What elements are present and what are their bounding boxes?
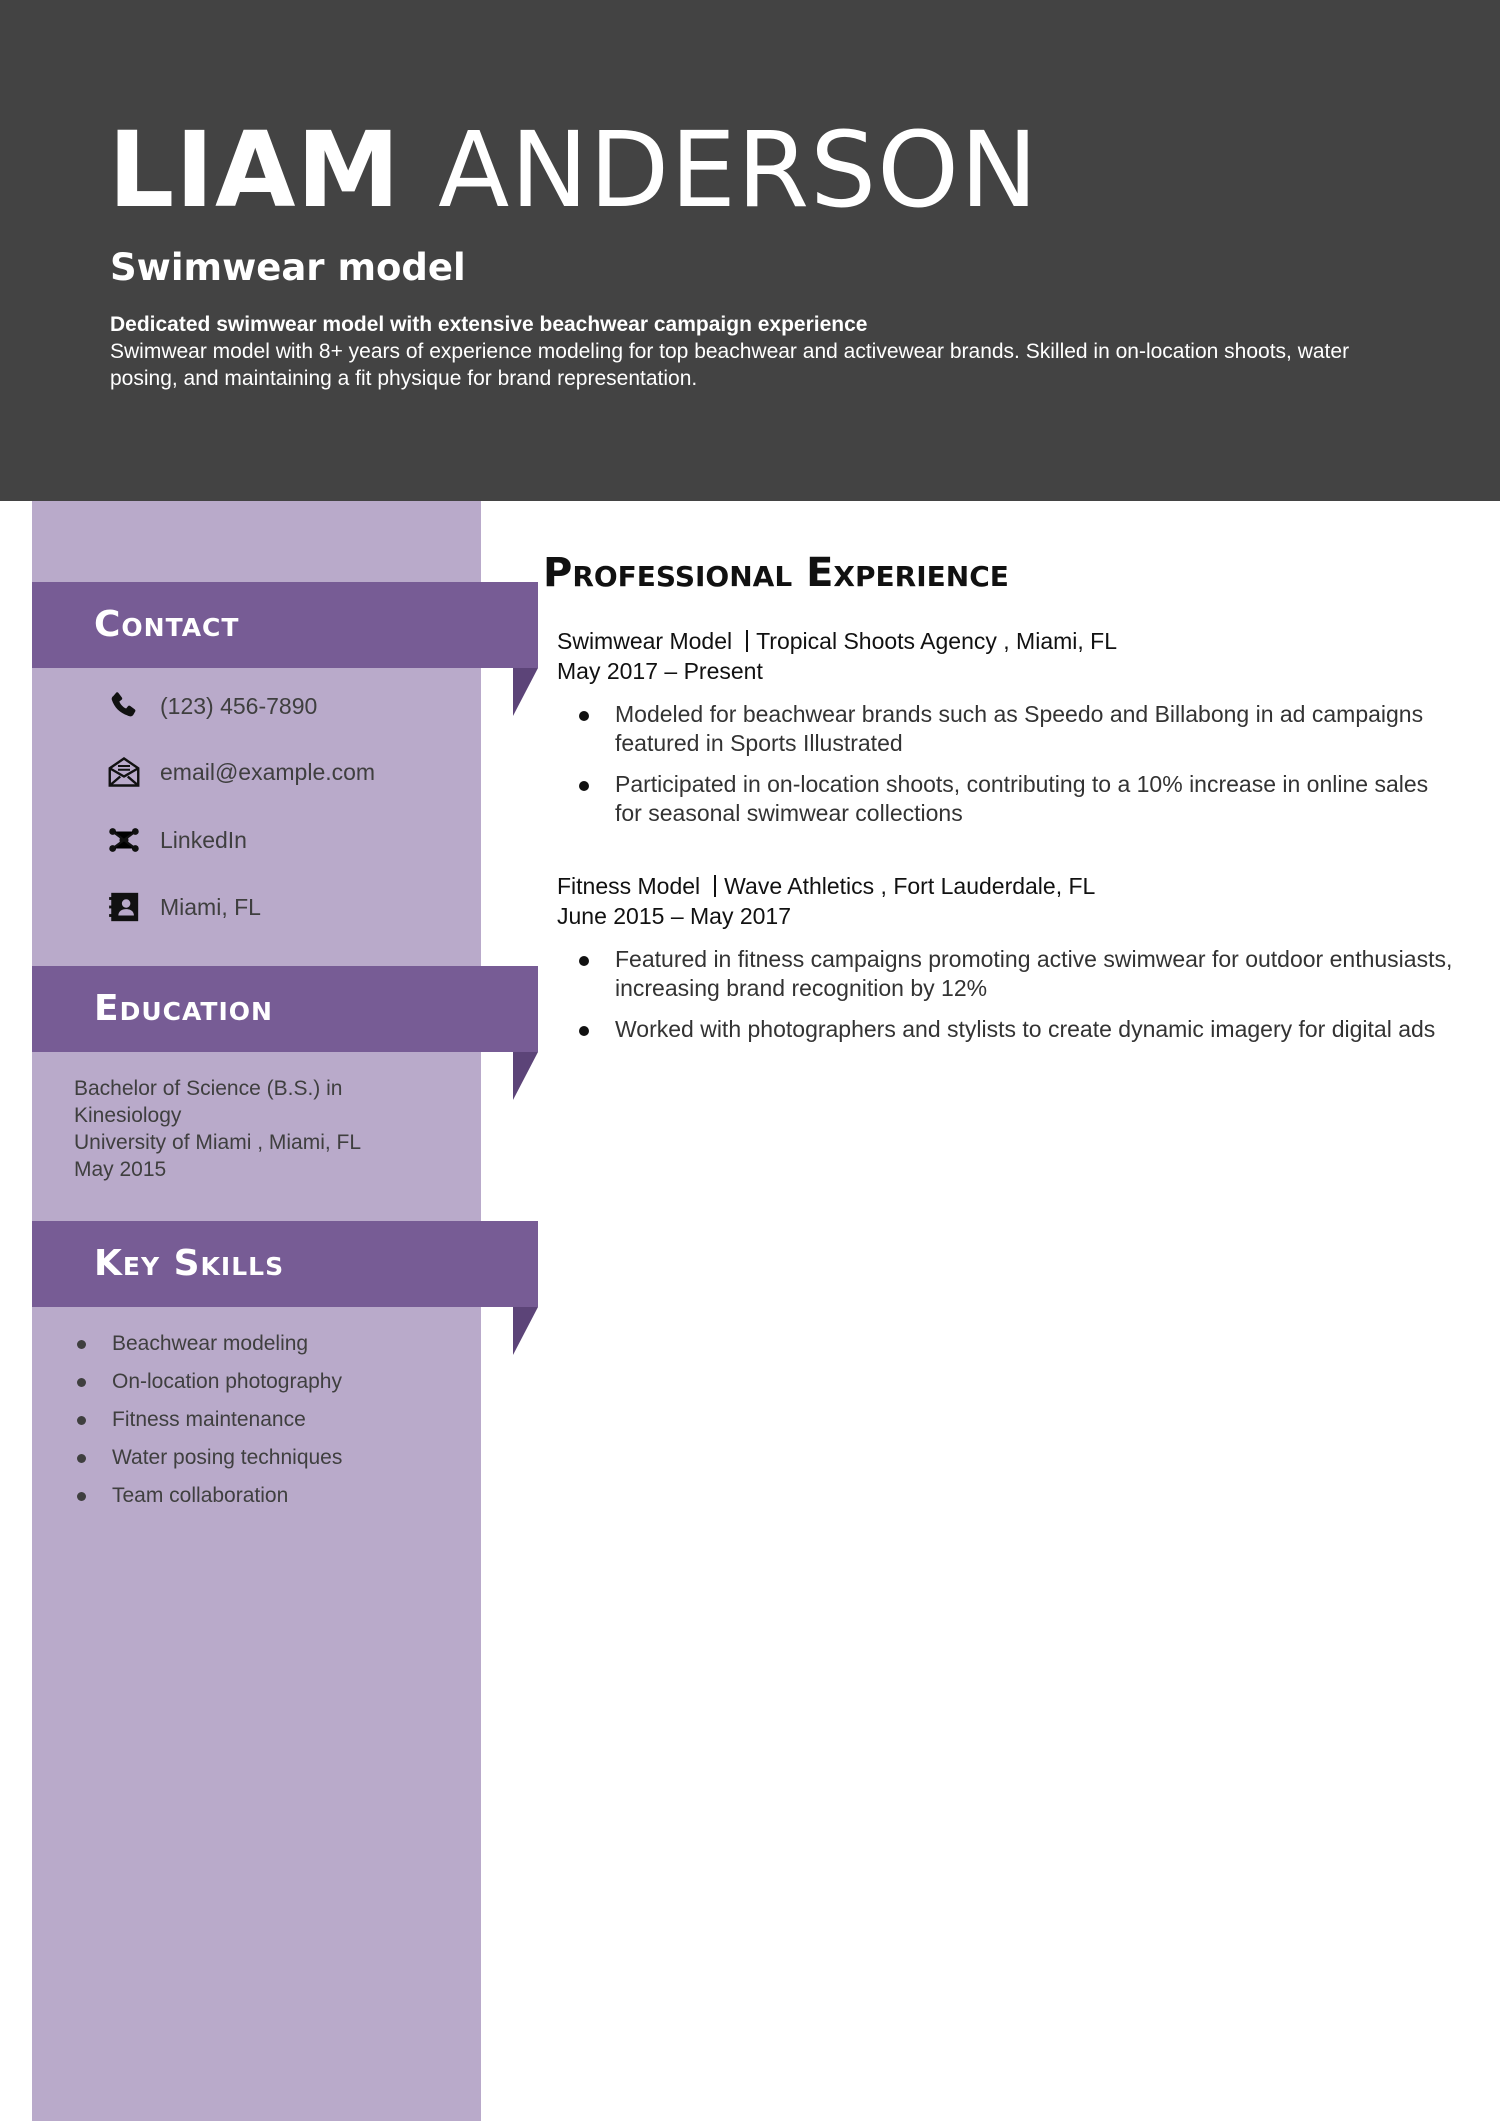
education-heading: Education <box>94 988 273 1029</box>
job-company: Wave Athletics , Fort Lauderdale, FL <box>724 873 1096 899</box>
contact-heading: Contact <box>94 604 240 645</box>
title-separator <box>746 630 748 652</box>
summary-headline: Dedicated swimwear model with extensive beachwear campaign experience <box>110 313 868 336</box>
education-entry <box>74 1075 434 1183</box>
job-entry <box>557 871 1457 1056</box>
job-dates: June 2015 – May 2017 <box>557 903 792 929</box>
bullet-dot <box>579 781 589 791</box>
bullet-dot <box>77 1492 86 1501</box>
linkedin-icon <box>106 822 142 858</box>
bullet-dot <box>77 1416 86 1425</box>
skills-heading: Key Skills <box>94 1243 285 1284</box>
job-bullet <box>557 945 1455 1003</box>
bullet-dot <box>77 1454 86 1463</box>
contact-band-fold <box>513 668 538 716</box>
job-title: Swimwear Model <box>557 628 733 654</box>
job-bullet-text: Participated in on-location shoots, contributing to a 10% increase in online sales for seasonal swimwear collections <box>615 771 1429 826</box>
summary-text: Swimwear model with 8+ years of experience modeling for top beachwear and activewear brands. Skilled in on-location shoots, water posing, and maintaining a fit physique for brand representation. <box>110 340 1350 390</box>
job-title-line <box>557 626 1457 656</box>
skill-item <box>74 1363 342 1401</box>
job-bullet-text: Worked with photographers and stylists to create dynamic imagery for digital ads <box>615 1016 1436 1042</box>
education-band-fold <box>513 1052 538 1100</box>
job-dates: May 2017 – Present <box>557 658 763 684</box>
skill-text: Beachwear modeling <box>112 1332 309 1355</box>
skill-item <box>74 1439 342 1477</box>
contact-email[interactable] <box>106 750 375 794</box>
bullet-dot <box>579 1026 589 1036</box>
phone-icon <box>106 688 142 724</box>
bullet-dot <box>579 711 589 721</box>
contact-phone[interactable] <box>106 684 317 728</box>
skill-item <box>74 1477 342 1515</box>
experience-heading: Professional Experience <box>543 550 1009 596</box>
sidebar <box>32 501 481 2121</box>
skills-list <box>74 1325 342 1515</box>
email-text: email@example.com <box>160 758 376 785</box>
skill-text: Water posing techniques <box>112 1446 343 1469</box>
skills-band-fold <box>513 1307 538 1355</box>
email-icon <box>106 754 142 790</box>
job-company: Tropical Shoots Agency , Miami, FL <box>756 628 1118 654</box>
skill-text: Fitness maintenance <box>112 1408 306 1431</box>
skill-text: Team collaboration <box>112 1484 289 1507</box>
skill-text: On-location photography <box>112 1370 342 1393</box>
title-separator <box>714 875 716 897</box>
resume-header <box>0 0 1500 501</box>
job-entry <box>557 626 1457 840</box>
first-name: LIAM <box>108 109 401 231</box>
education-school: University of Miami , Miami, FL <box>74 1131 362 1154</box>
bullet-dot <box>77 1340 86 1349</box>
job-bullet <box>557 770 1455 828</box>
bullet-dot <box>579 956 589 966</box>
linkedin-text: LinkedIn <box>160 826 247 853</box>
education-degree: Bachelor of Science (B.S.) in Kinesiology <box>74 1077 343 1127</box>
education-date: May 2015 <box>74 1158 167 1181</box>
job-bullet <box>557 700 1455 758</box>
skill-item <box>74 1325 342 1363</box>
location-text: Miami, FL <box>160 893 261 920</box>
location-icon <box>106 889 142 925</box>
full-name <box>108 108 1039 233</box>
job-role: Swimwear model <box>110 246 466 289</box>
job-title-line <box>557 871 1457 901</box>
job-bullets <box>557 945 1457 1044</box>
job-title: Fitness Model <box>557 873 701 899</box>
job-bullet <box>557 1015 1455 1044</box>
job-bullet-text: Featured in fitness campaigns promoting active swimwear for outdoor enthusiasts, increasing brand recognition by 12% <box>615 946 1453 1001</box>
phone-text: (123) 456-7890 <box>160 692 318 719</box>
job-bullet-text: Modeled for beachwear brands such as Speedo and Billabong in ad campaigns featured in Sports Illustrated <box>615 701 1424 756</box>
last-name: ANDERSON <box>438 109 1039 231</box>
bullet-dot <box>77 1378 86 1387</box>
contact-linkedin[interactable] <box>106 818 247 862</box>
skill-item <box>74 1401 342 1439</box>
contact-location[interactable] <box>106 885 261 929</box>
job-bullets <box>557 700 1457 828</box>
